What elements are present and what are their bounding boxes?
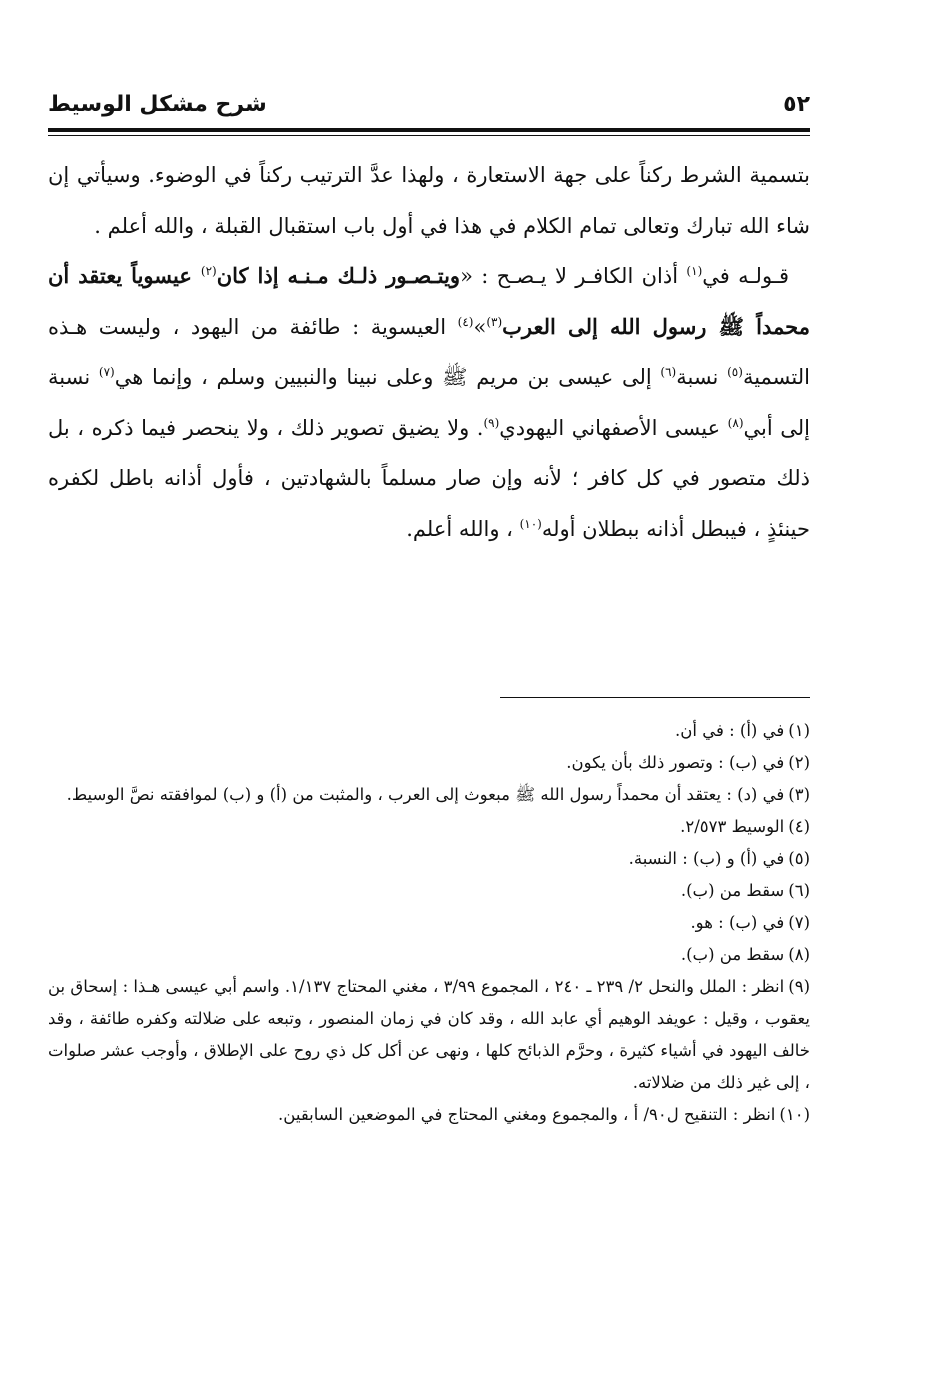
footnote-text: سقط من (ب). xyxy=(680,945,785,964)
footnote-text: في (ب) : هو. xyxy=(690,913,785,932)
page-number: ٥٢ xyxy=(783,92,810,117)
footnote-text: انظر : التنقيح ل٩٠/ أ ، والمجموع ومغني المحتاج في الموضعين السابقين. xyxy=(278,1105,776,1124)
paragraph-1: بتسمية الشرط ركناً على جهة الاستعارة ، ولهذا عدَّ الترتيب ركناً في الوضوء. وسيأتي إن شاء الله تبارك وتعالى تمام الكلام في هذا في أول باب استقبال القبلة ، والله أعلم . xyxy=(48,163,810,238)
footnote-separator xyxy=(500,697,810,698)
footnote-marker: (٦) xyxy=(788,881,810,900)
footnote-5 xyxy=(48,843,810,875)
text-run: نسبة إلى أبي xyxy=(48,365,810,440)
footnote-7 xyxy=(48,907,810,939)
text-run: العيسوية : طائفة من اليهود ، وليست هـذه التسمية xyxy=(48,314,810,389)
footnote-10 xyxy=(48,1099,810,1131)
footnote-text: في (أ) و (ب) : النسبة. xyxy=(628,849,785,868)
footnote-ref-9[interactable]: (٩) xyxy=(483,415,500,430)
footnotes xyxy=(48,715,810,1131)
footnote-ref-1[interactable]: (١) xyxy=(686,264,703,278)
footnote-marker: (٣) xyxy=(788,785,810,804)
text-run: . ولا يضيق تصوير ذلك ، ولا ينحصر فيما ذكره ، بل ذلك متصور في كل كافر ؛ لأنه وإن صار مسلماً بالشهادتين ، فأول أذانه باطل لكفره حينئذٍ ، فيبطل أذانه ببطلان أوله xyxy=(48,415,810,541)
footnote-marker: (٤) xyxy=(788,817,810,836)
footnote-ref-8[interactable]: (٨) xyxy=(727,415,744,430)
footnote-ref-2[interactable]: (٢) xyxy=(200,264,217,278)
text-run: إلى عيسى بن مريم ﷺ وعلى نبينا والنبيين وسلم ، وإنما هي xyxy=(114,365,661,389)
footnote-text: في (أ) : في أن. xyxy=(675,721,785,740)
text-run: أذان الكافـر لا يـصـح : « xyxy=(460,264,687,288)
header-rule-thin xyxy=(48,135,810,136)
footnote-marker: (١) xyxy=(788,721,810,740)
main-text xyxy=(48,150,810,554)
paragraph-lead: قـولـه في xyxy=(702,264,789,288)
footnote-4 xyxy=(48,811,810,843)
footnote-8 xyxy=(48,939,810,971)
footnote-1 xyxy=(48,715,810,747)
footnote-text: في (د) : يعتقد أن محمداً رسول الله ﷺ مبعوث إلى العرب ، والمثبت من (أ) و (ب) لموافقته نصَّ الوسيط. xyxy=(66,785,785,804)
page-header xyxy=(48,92,810,126)
footnote-6 xyxy=(48,875,810,907)
footnote-ref-5[interactable]: (٥) xyxy=(727,365,743,379)
text-run: ، والله أعلم. xyxy=(406,516,520,541)
footnote-ref-10[interactable]: (١٠) xyxy=(519,516,542,531)
footnote-text: سقط من (ب). xyxy=(680,881,785,900)
text-run: عيسى الأصفهاني اليهودي xyxy=(499,415,728,440)
text-run: نسبة xyxy=(676,365,728,389)
footnote-ref-7[interactable]: (٧) xyxy=(98,365,115,379)
book-title: شرح مشكل الوسيط xyxy=(48,92,267,117)
footnote-ref-3[interactable]: (٣) xyxy=(486,314,503,329)
footnote-ref-6[interactable]: (٦) xyxy=(660,365,677,379)
footnote-text: انظر : الملل والنحل ٢/ ٢٣٩ ـ ٢٤٠ ، المجموع ٣/٩٩ ، مغني المحتاج ١/١٣٧. واسم أبي عيسى هـذا : إسحاق بن يعقوب ، وقيل : عويفد الوهيم أي عابد الله ، وقد كان في زمان المنصور ، وتبعه على ضلالته وكفره طائفة ، وقد خالف اليهود في أشياء كثيرة ، وحرَّم الذبائح كلها ، ونهى عن أكل كل ذي روح على الإطلاق ، وأوجب عشر صلوات ، إلى غير ذلك من ضلالاته. xyxy=(48,977,810,1092)
paragraph-2 xyxy=(48,251,810,554)
text-run: » xyxy=(473,314,487,339)
footnote-3 xyxy=(48,779,810,811)
footnote-marker: (٩) xyxy=(788,977,810,996)
footnote-text: في (ب) : وتصور ذلك بأن يكون. xyxy=(566,753,785,772)
footnote-ref-4[interactable]: (٤) xyxy=(457,314,474,329)
footnote-marker: (٧) xyxy=(788,913,810,932)
quoted-text: ويتـصـور ذلـك مـنـه إذا كان xyxy=(216,263,461,288)
footnote-marker: (٨) xyxy=(788,945,810,964)
footnote-marker: (١٠) xyxy=(779,1105,810,1124)
footnote-marker: (٢) xyxy=(788,753,810,772)
footnote-2 xyxy=(48,747,810,779)
header-rule xyxy=(48,128,810,132)
footnote-marker: (٥) xyxy=(788,849,810,868)
footnote-9 xyxy=(48,971,810,1099)
quoted-text: عيسوياً يعتقد أن محمداً ﷺ رسول الله إلى العرب xyxy=(48,263,810,339)
footnote-text: الوسيط ٢/٥٧٣. xyxy=(680,817,785,836)
